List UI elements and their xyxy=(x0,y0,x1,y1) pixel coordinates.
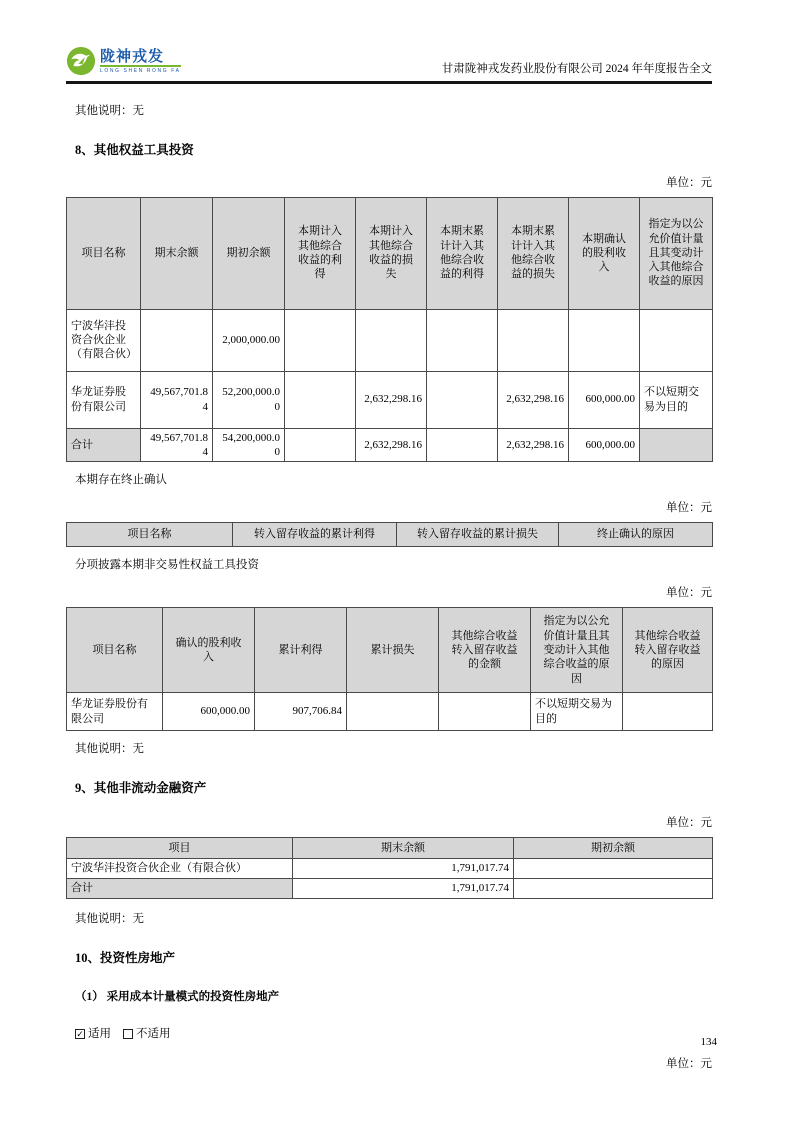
table-cell xyxy=(427,428,498,462)
column-header: 期初余额 xyxy=(213,197,285,309)
unit-label-2: 单位：元 xyxy=(666,502,712,515)
table-cell: 宁波华沣投资合伙企业（有限合伙） xyxy=(67,309,141,371)
logo-bird-icon xyxy=(66,46,96,76)
table-row xyxy=(67,859,713,879)
table-cell: 52,200,000.00 xyxy=(213,371,285,428)
table-cell xyxy=(514,879,713,899)
table-cell xyxy=(514,859,713,879)
table-cell xyxy=(427,371,498,428)
table-cell xyxy=(285,428,356,462)
table-cell: 54,200,000.00 xyxy=(213,428,285,462)
unit-label-5: 单位：元 xyxy=(666,1058,712,1071)
table-cell xyxy=(141,309,213,371)
column-header: 期末余额 xyxy=(141,197,213,309)
table-cell xyxy=(285,371,356,428)
column-header: 指定为以公允价值计量且其变动计入其他综合收益的原因 xyxy=(531,608,623,693)
non-trading-equity-table xyxy=(66,607,713,731)
table-row xyxy=(67,371,713,428)
table-cell xyxy=(640,309,713,371)
column-header: 本期计入其他综合收益的利得 xyxy=(285,197,356,309)
report-title: 甘肃陇神戎发药业股份有限公司 2024 年年度报告全文 xyxy=(441,63,712,75)
logo-brand-en: LONG SHEN RONG FA xyxy=(100,67,181,74)
column-header: 本期末累计计入其他综合收益的损失 xyxy=(498,197,569,309)
table-cell: 600,000.00 xyxy=(569,371,640,428)
header-divider xyxy=(66,81,712,84)
table-cell: 49,567,701.84 xyxy=(141,428,213,462)
logo-brand-cn: 陇神戎发 xyxy=(100,47,165,65)
table-cell: 2,632,298.16 xyxy=(356,428,427,462)
page-header xyxy=(66,46,712,76)
table-cell xyxy=(569,309,640,371)
column-header: 期初余额 xyxy=(514,838,713,859)
table-cell: 华龙证券股份有限公司 xyxy=(67,693,163,731)
column-header: 本期计入其他综合收益的损失 xyxy=(356,197,427,309)
check-icon: ✓ xyxy=(76,1029,84,1040)
table-cell xyxy=(427,309,498,371)
table-cell xyxy=(439,693,531,731)
column-header: 项目 xyxy=(67,838,293,859)
other-note-s8: 其他说明：无 xyxy=(75,743,144,756)
column-header: 项目名称 xyxy=(67,608,163,693)
company-logo xyxy=(66,46,181,76)
table-header-row xyxy=(67,838,713,859)
other-note-s9: 其他说明：无 xyxy=(75,913,144,926)
table-cell: 合计 xyxy=(67,879,293,899)
unit-label-4: 单位：元 xyxy=(666,817,712,830)
column-header: 累计损失 xyxy=(347,608,439,693)
nontrading-note: 分项披露本期非交易性权益工具投资 xyxy=(75,559,259,572)
column-header: 本期确认的股利收入 xyxy=(569,197,640,309)
table-cell: 49,567,701.84 xyxy=(141,371,213,428)
column-header: 项目名称 xyxy=(67,197,141,309)
table-cell: 2,632,298.16 xyxy=(498,371,569,428)
applicable-checkbox[interactable] xyxy=(75,1029,85,1039)
equity-instruments-table xyxy=(66,197,713,463)
page-number: 134 xyxy=(700,1036,717,1048)
logo-text xyxy=(100,49,181,74)
table-cell: 600,000.00 xyxy=(163,693,255,731)
table-cell: 907,706.84 xyxy=(255,693,347,731)
derecognition-table xyxy=(66,522,713,547)
section-10-heading: 10、投资性房地产 xyxy=(75,951,176,966)
table-header-row xyxy=(67,523,713,547)
table-cell: 1,791,017.74 xyxy=(293,879,514,899)
non-current-financial-assets-table xyxy=(66,837,713,899)
section-9-heading: 9、其他非流动金融资产 xyxy=(75,781,207,796)
logo-underline xyxy=(100,65,181,67)
table-cell: 2,632,298.16 xyxy=(498,428,569,462)
column-header: 转入留存收益的累计损失 xyxy=(397,523,559,547)
table-cell: 不以短期交易为目的 xyxy=(531,693,623,731)
table-cell: 2,632,298.16 xyxy=(356,371,427,428)
column-header: 本期末累计计入其他综合收益的利得 xyxy=(427,197,498,309)
table-row xyxy=(67,309,713,371)
not-applicable-checkbox[interactable] xyxy=(123,1029,133,1039)
section-10-sub1-heading: （1） 采用成本计量模式的投资性房地产 xyxy=(75,991,280,1004)
column-header: 转入留存收益的累计利得 xyxy=(233,523,397,547)
column-header: 项目名称 xyxy=(67,523,233,547)
applicability-row xyxy=(75,1027,712,1041)
derecognition-note: 本期存在终止确认 xyxy=(75,474,167,487)
column-header: 确认的股利收入 xyxy=(163,608,255,693)
unit-label-1: 单位：元 xyxy=(666,176,712,189)
column-header: 指定为以公允价值计量且其变动计入其他综合收益的原因 xyxy=(640,197,713,309)
table-cell xyxy=(285,309,356,371)
table-cell: 不以短期交易为目的 xyxy=(640,371,713,428)
column-header: 其他综合收益转入留存收益的金额 xyxy=(439,608,531,693)
table-cell xyxy=(356,309,427,371)
column-header: 其他综合收益转入留存收益的原因 xyxy=(623,608,713,693)
table-total-row xyxy=(67,428,713,462)
table-cell: 宁波华沣投资合伙企业（有限合伙） xyxy=(67,859,293,879)
column-header: 终止确认的原因 xyxy=(559,523,713,547)
applicable-label: 适用 xyxy=(88,1028,111,1041)
column-header: 期末余额 xyxy=(293,838,514,859)
table-cell: 1,791,017.74 xyxy=(293,859,514,879)
table-total-row xyxy=(67,879,713,899)
column-header: 累计利得 xyxy=(255,608,347,693)
table-cell: 600,000.00 xyxy=(569,428,640,462)
section-8-heading: 8、其他权益工具投资 xyxy=(75,142,194,157)
table-cell: 华龙证券股份有限公司 xyxy=(67,371,141,428)
table-cell xyxy=(498,309,569,371)
other-note-top: 其他说明：无 xyxy=(75,104,144,117)
table-header-row xyxy=(67,197,713,309)
table-cell xyxy=(623,693,713,731)
table-cell xyxy=(640,428,713,462)
table-header-row xyxy=(67,608,713,693)
table-cell: 2,000,000.00 xyxy=(213,309,285,371)
table-row xyxy=(67,693,713,731)
table-cell xyxy=(347,693,439,731)
unit-label-3: 单位：元 xyxy=(666,587,712,600)
not-applicable-label: 不适用 xyxy=(136,1028,171,1041)
table-cell: 合计 xyxy=(67,428,141,462)
